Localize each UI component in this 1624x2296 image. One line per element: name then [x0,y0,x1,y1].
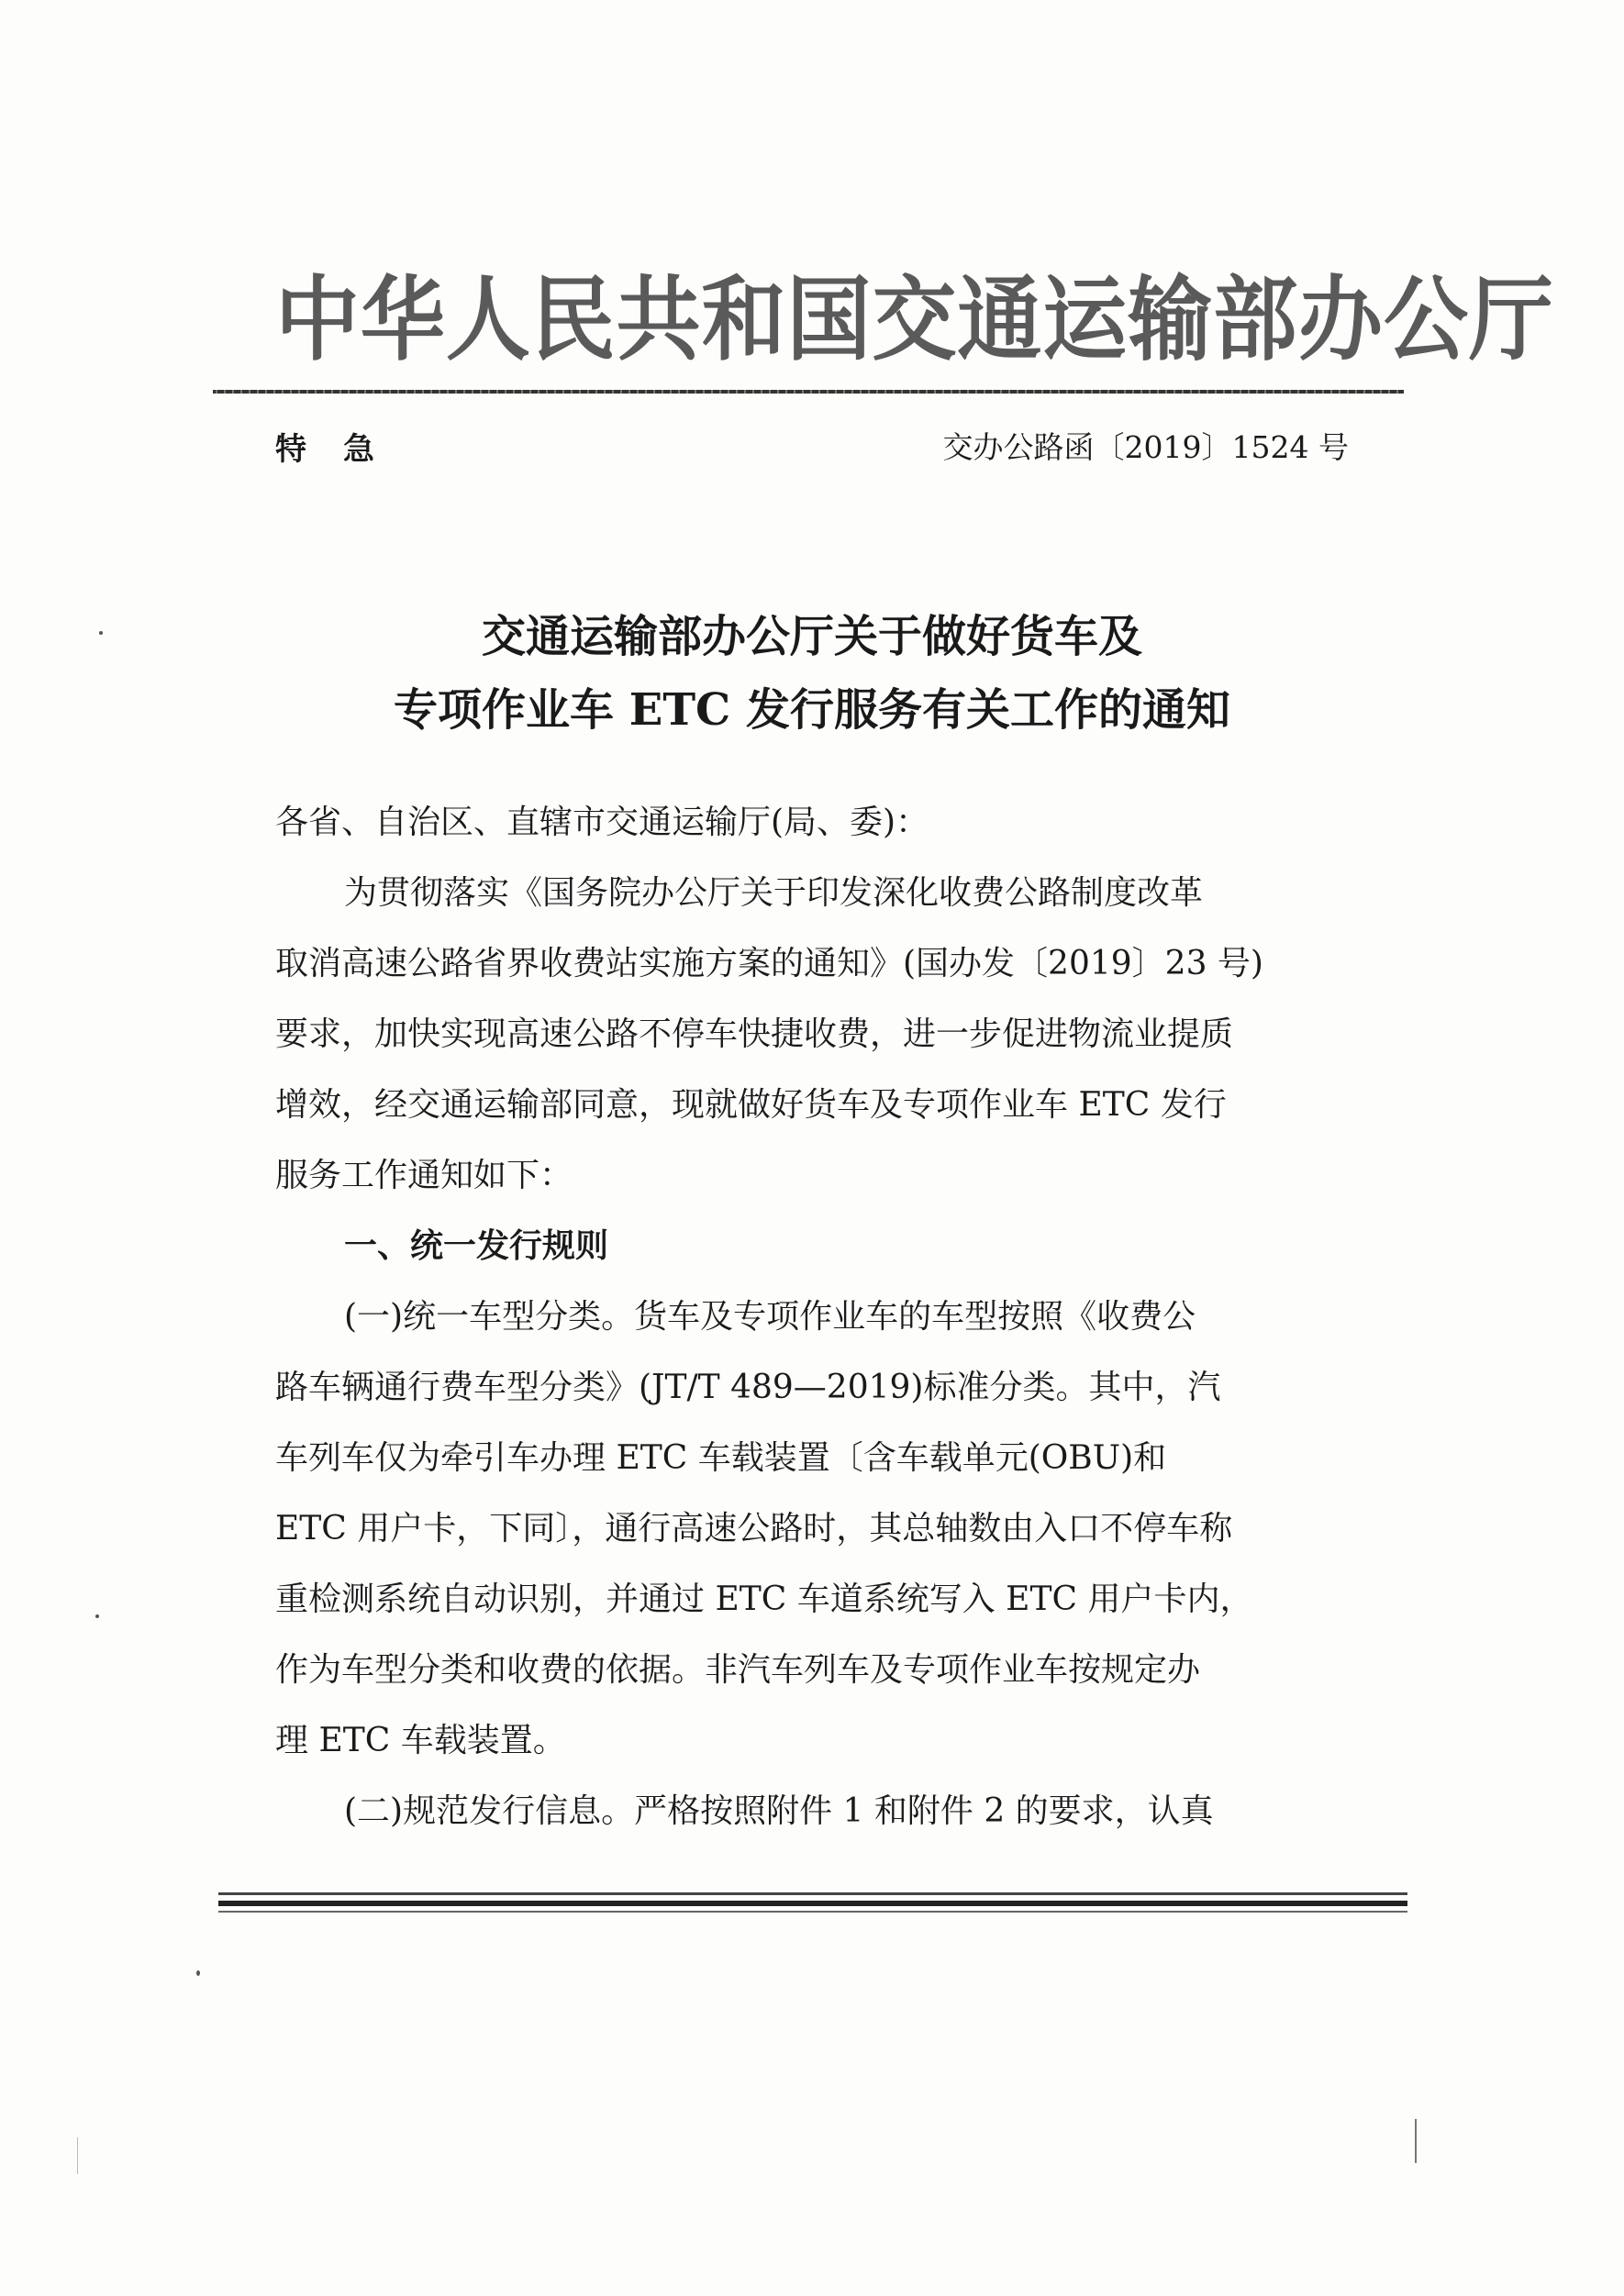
footer-divider [218,1901,1407,1906]
scan-speck [95,1614,99,1618]
scan-speck [196,1970,200,1976]
section-heading: 一、统一发行规则 [344,1227,609,1265]
urgency-label: 特急 [275,431,411,468]
footer-divider [218,1911,1407,1913]
paragraph-line: 理 ETC 车载装置。 [275,1722,566,1759]
footer-divider [218,1892,1407,1895]
paragraph-line: 取消高速公路省界收费站实施方案的通知》(国办发〔2019〕23 号) [275,945,1263,982]
addressee: 各省、自治区、直辖市交通运输厅(局、委)： [275,804,929,841]
paragraph-line: (二)规范发行信息。严格按照附件 1 和附件 2 的要求，认真 [344,1792,1214,1830]
paragraph-line: 服务工作通知如下： [275,1157,573,1194]
document-title-line-1: 交通运输部办公厅关于做好货车及 [481,611,1142,662]
scan-edge-mark [1415,2119,1417,2163]
masthead: 中华人民共和国交通运输部办公厅 [275,265,1554,373]
paragraph-line: 重检测系统自动识别，并通过 ETC 车道系统写入 ETC 用户卡内， [275,1581,1253,1618]
masthead-divider [213,390,1404,394]
paragraph-line: 要求，加快实现高速公路不停车快捷收费，进一步促进物流业提质 [275,1015,1234,1053]
paragraph-line: ETC 用户卡，下同〕，通行高速公路时，其总轴数由入口不停车称 [275,1510,1233,1547]
paragraph-line: 车列车仅为牵引车办理 ETC 车载装置〔含车载单元(OBU)和 [275,1439,1167,1477]
paragraph-line: 为贯彻落实《国务院办公厅关于印发深化收费公路制度改革 [344,874,1204,912]
scan-speck [99,631,103,635]
document-title-line-2: 专项作业车 ETC 发行服务有关工作的通知 [394,684,1230,736]
document-number: 交办公路函〔2019〕1524 号 [942,429,1349,465]
paragraph-line: 作为车型分类和收费的依据。非汽车列车及专项作业车按规定办 [275,1651,1201,1689]
paragraph-line: (一)统一车型分类。货车及专项作业车的车型按照《收费公 [344,1298,1196,1336]
scan-edge-mark [77,2137,78,2174]
paragraph-line: 增效，经交通运输部同意，现就做好货车及专项作业车 ETC 发行 [275,1086,1227,1124]
paragraph-line: 路车辆通行费车型分类》(JT/T 489—2019)标准分类。其中，汽 [275,1369,1221,1406]
